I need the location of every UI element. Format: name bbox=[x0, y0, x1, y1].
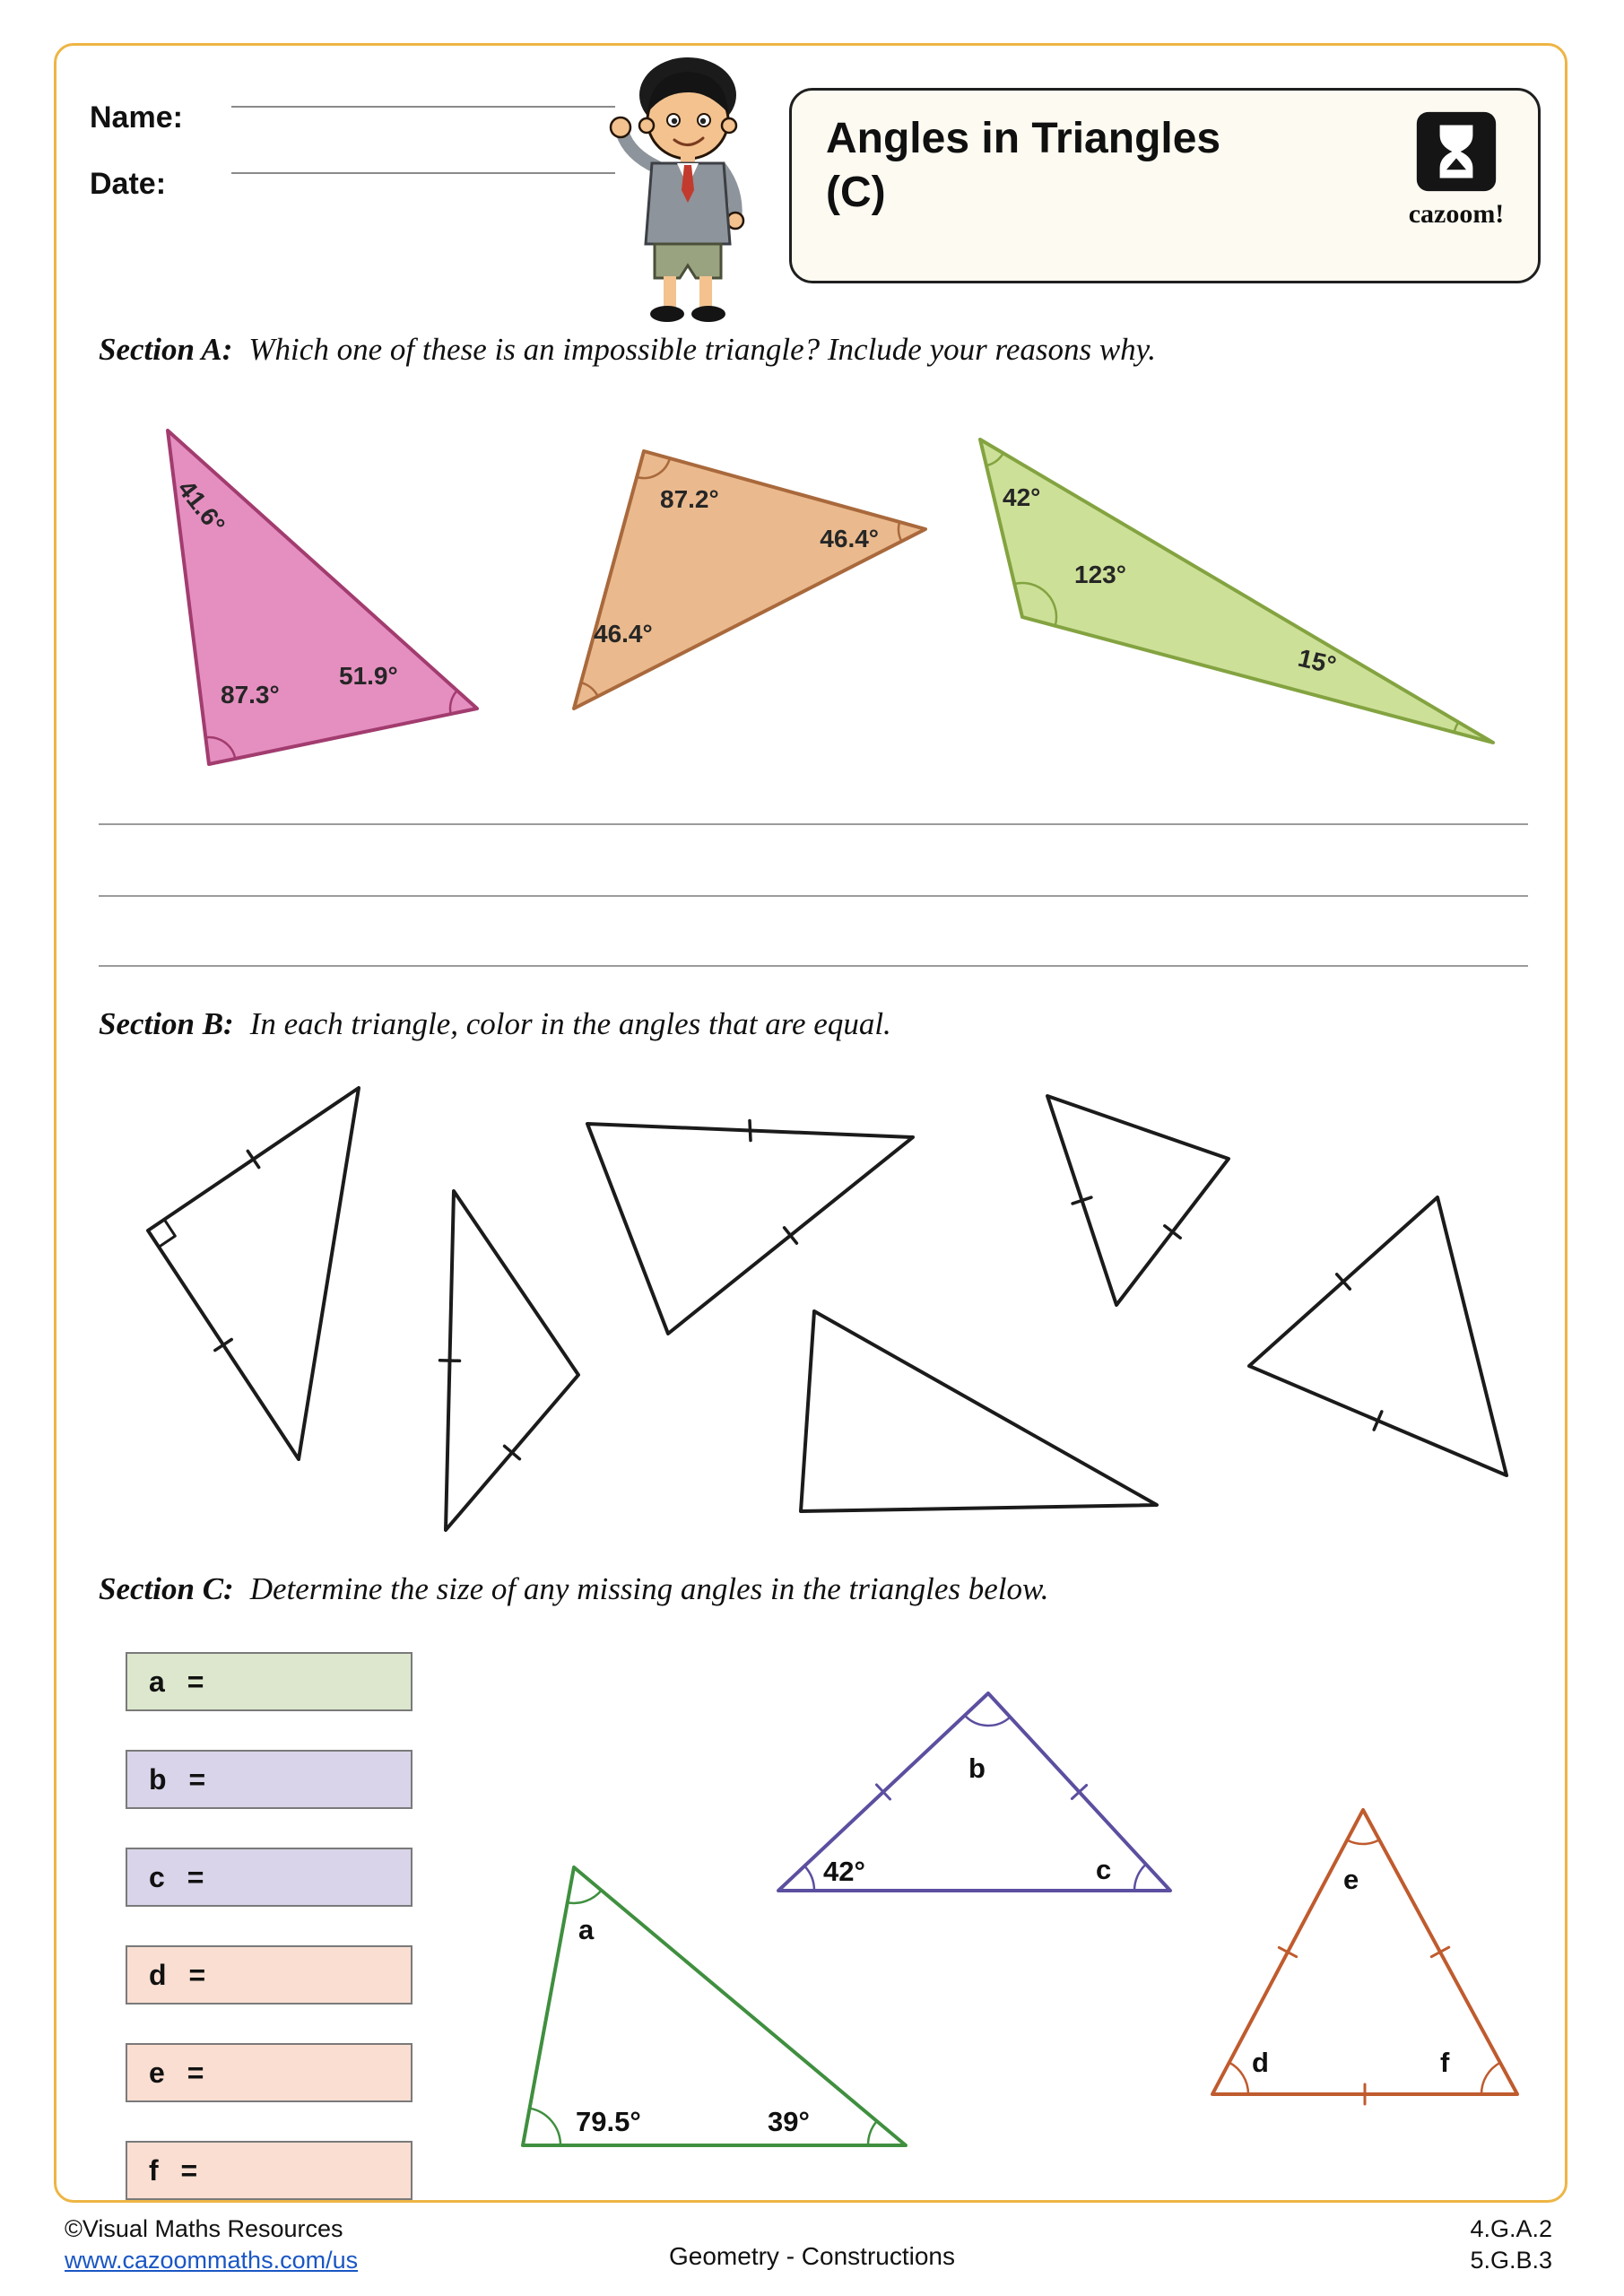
angle-arc bbox=[1481, 2063, 1500, 2094]
tick-mark bbox=[750, 1121, 751, 1141]
green-triangle-shape bbox=[980, 439, 1493, 743]
answer-box-a-label: a = bbox=[149, 1665, 204, 1698]
angle-arc bbox=[965, 1716, 1011, 1726]
green-c-triangle-shape bbox=[523, 1867, 906, 2145]
footer-standards bbox=[1470, 2213, 1552, 2276]
angle-label-46-4-right: 46.4° bbox=[820, 525, 879, 552]
angle-label-123: 123° bbox=[1074, 561, 1126, 588]
footer-center-text: Geometry - Constructions bbox=[669, 2242, 955, 2270]
section-a-label: Section A: bbox=[99, 332, 233, 367]
answer-box-c-label: c = bbox=[149, 1861, 204, 1893]
angle-arc bbox=[1229, 2063, 1248, 2094]
section-b-label: Section B: bbox=[99, 1006, 234, 1041]
angle-label-d: d bbox=[1252, 2047, 1269, 2078]
angle-arc bbox=[804, 1866, 814, 1891]
angle-label-46-4-bottom: 46.4° bbox=[594, 620, 653, 648]
angle-label-41-6: 41.6° bbox=[172, 474, 231, 539]
angle-label-42-purple: 42° bbox=[823, 1856, 865, 1887]
section-b-triangles bbox=[148, 1088, 1507, 1530]
pink-triangle-shape bbox=[168, 430, 477, 764]
triangle-b1[interactable] bbox=[148, 1088, 359, 1459]
answer-box-d-label: d = bbox=[149, 1959, 206, 1991]
answer-box-b-label: b = bbox=[149, 1763, 206, 1796]
answer-box-f-label: f = bbox=[149, 2154, 198, 2187]
triangle-b2[interactable] bbox=[587, 1124, 913, 1334]
standard-code-2: 5.G.B.3 bbox=[1470, 2247, 1552, 2274]
section-b-prompt: In each triangle, color in the angles that are equal. bbox=[249, 1006, 891, 1041]
tick-mark bbox=[248, 1151, 258, 1167]
angle-arc bbox=[568, 1891, 602, 1903]
triangle-b5[interactable] bbox=[446, 1191, 578, 1530]
angle-label-e: e bbox=[1343, 1864, 1359, 1895]
section-c-prompt: Determine the size of any missing angles in the triangles below. bbox=[249, 1571, 1049, 1606]
angle-label-c: c bbox=[1096, 1854, 1112, 1885]
name-label: Name: bbox=[90, 100, 183, 135]
angle-label-87-3: 87.3° bbox=[221, 681, 280, 709]
angle-label-15: 15° bbox=[1295, 643, 1339, 680]
section-a-pink-triangle bbox=[168, 430, 477, 764]
logo-wordmark: cazoom! bbox=[1408, 199, 1505, 229]
angle-label-79-5: 79.5° bbox=[576, 2106, 641, 2137]
title-line-2: (C) bbox=[826, 169, 886, 216]
angle-label-f: f bbox=[1440, 2047, 1450, 2078]
angle-label-87-2: 87.2° bbox=[660, 485, 719, 513]
answer-box-e-label: e = bbox=[149, 2057, 204, 2089]
triangle-b3[interactable] bbox=[1047, 1096, 1229, 1305]
angle-arc bbox=[1134, 1865, 1146, 1891]
section-a-prompt: Which one of these is an impossible triangle? Include your reasons why. bbox=[248, 332, 1157, 367]
tick-mark bbox=[215, 1340, 231, 1351]
angle-label-51-9: 51.9° bbox=[339, 662, 398, 690]
footer-copyright: ©Visual Maths Resources bbox=[65, 2215, 343, 2242]
angle-label-a: a bbox=[578, 1914, 595, 1945]
angle-label-b: b bbox=[968, 1752, 986, 1784]
section-c-label: Section C: bbox=[99, 1571, 234, 1606]
tan-triangle-shape bbox=[574, 451, 925, 709]
standard-code-1: 4.G.A.2 bbox=[1470, 2215, 1552, 2242]
triangle-b4[interactable] bbox=[1249, 1197, 1507, 1475]
angle-arc bbox=[1347, 1839, 1379, 1844]
section-c-green-triangle bbox=[523, 1867, 906, 2145]
triangle-b6[interactable] bbox=[801, 1311, 1157, 1511]
angle-label-42: 42° bbox=[1003, 483, 1041, 511]
section-a-green-triangle bbox=[980, 439, 1493, 743]
section-a-tan-triangle bbox=[574, 451, 925, 709]
angle-label-39: 39° bbox=[768, 2106, 810, 2137]
date-label: Date: bbox=[90, 167, 167, 201]
footer-url-link[interactable]: www.cazoommaths.com/us bbox=[65, 2247, 359, 2274]
title-line-1: Angles in Triangles bbox=[826, 115, 1221, 162]
angle-arc bbox=[530, 2109, 560, 2145]
angle-arc bbox=[868, 2121, 877, 2145]
